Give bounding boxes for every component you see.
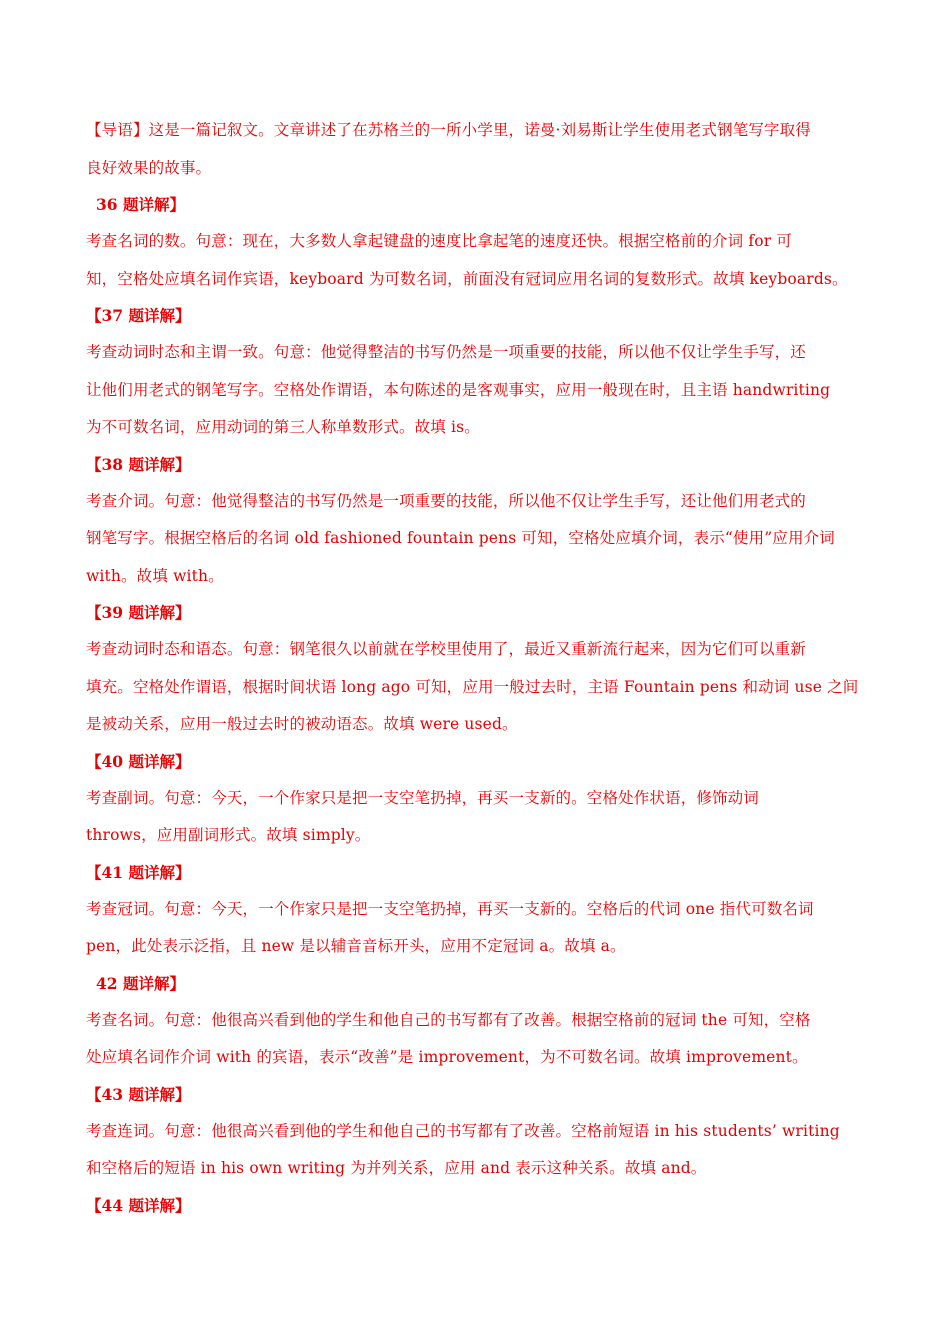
intro-line: 【导语】这是一篇记叙文。文章讲述了在苏格兰的一所小学里，诺曼·刘易斯让学生使用老式钢笔写字取得 — [86, 121, 811, 139]
section-heading-38: 【38 题详解】 — [86, 454, 191, 474]
section-heading-41: 【41 题详解】 — [86, 862, 191, 882]
explanation-line: pen，此处表示泛指，且 new 是以辅音音标开头，应用不定冠词 a。故填 a。 — [86, 937, 626, 955]
explanation-line: throws，应用副词形式。故填 simply。 — [86, 826, 371, 844]
explanation-line: 钢笔写字。根据空格后的名词 old fashioned fountain pens 可知，空格处应填介词，表示“使用”应用介词 — [86, 529, 835, 547]
explanation-line: 是被动关系，应用一般过去时的被动语态。故填 were used。 — [86, 715, 518, 733]
explanation-line: with。故填 with。 — [86, 566, 224, 585]
explanation-line: 考查动词时态和主谓一致。句意：他觉得整洁的书写仍然是一项重要的技能，所以他不仅让学生手写，还 — [86, 343, 806, 361]
section-heading-43: 【43 题详解】 — [86, 1084, 191, 1104]
explanation-line: 考查副词。句意：今天，一个作家只是把一支空笔扔掉，再买一支新的。空格处作状语，修饰动词 — [86, 788, 759, 807]
explanation-line: 考查动词时态和语态。句意：钢笔很久以前就在学校里使用了，最近又重新流行起来，因为它们可以重新 — [86, 640, 806, 658]
explanation-line: 考查名词。句意：他很高兴看到他的学生和他自己的书写都有了改善。根据空格前的冠词 the 可知，空格 — [86, 1010, 811, 1029]
section-heading-37: 【37 题详解】 — [86, 306, 191, 325]
explanation-line: 考查介词。句意：他觉得整洁的书写仍然是一项重要的技能，所以他不仅让学生手写，还让他们用老式的 — [86, 491, 806, 510]
explanation-line: 让他们用老式的钢笔写字。空格处作谓语，本句陈述的是客观事实，应用一般现在时，且主语 handwriting — [86, 380, 831, 399]
explanation-line: 为不可数名词，应用动词的第三人称单数形式。故填 is。 — [86, 418, 480, 436]
section-heading-39: 【39 题详解】 — [86, 603, 191, 622]
explanation-line: 处应填名词作介词 with 的宾语，表示“改善”是 improvement，为不可数名词。故填 improvement。 — [86, 1048, 808, 1066]
document-content — [86, 112, 870, 1224]
explanation-line: 知，空格处应填名词作宾语，keyboard 为可数名词，前面没有冠词应用名词的复数形式。故填 keyboards。 — [86, 269, 848, 288]
explanation-line: 考查名词的数。句意：现在，大多数人拿起键盘的速度比拿起笔的速度还快。根据空格前的介词 for 可 — [86, 232, 793, 250]
intro-line: 良好效果的故事。 — [86, 158, 212, 177]
section-heading-40: 【40 题详解】 — [86, 751, 191, 771]
section-heading-42: 42 题详解】 — [96, 973, 185, 993]
explanation-line: 考查连词。句意：他很高兴看到他的学生和他自己的书写都有了改善。空格前短语 in his students’ writing — [86, 1121, 840, 1140]
section-heading-44: 【44 题详解】 — [86, 1195, 191, 1215]
explanation-line: 考查冠词。句意：今天，一个作家只是把一支空笔扔掉，再买一支新的。空格后的代词 one 指代可数名词 — [86, 899, 814, 918]
explanation-line: 填充。空格处作谓语，根据时间状语 long ago 可知，应用一般过去时，主语 Fountain pens 和动词 use 之间 — [86, 677, 859, 696]
explanation-line: 和空格后的短语 in his own writing 为并列关系，应用 and 表示这种关系。故填 and。 — [86, 1159, 707, 1177]
section-heading-36: 36 题详解】 — [96, 195, 185, 214]
